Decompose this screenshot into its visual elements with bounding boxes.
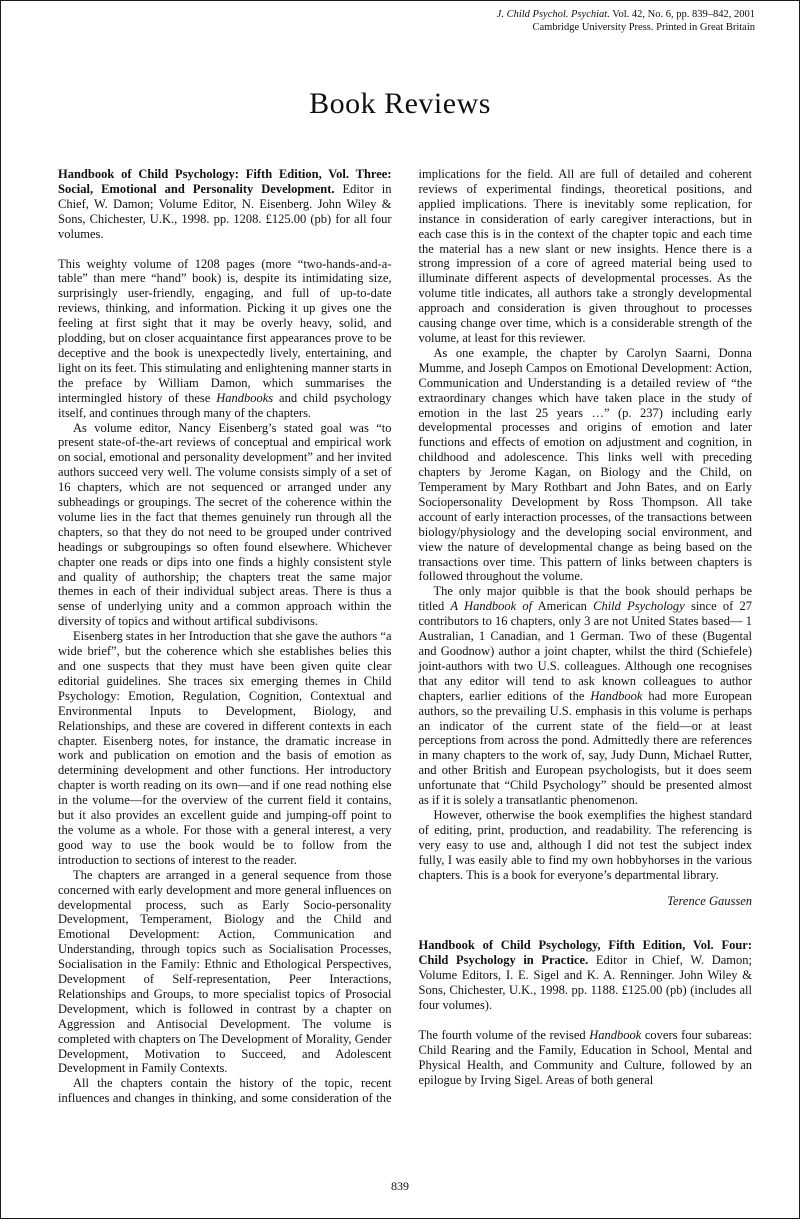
page-number: 839 — [391, 1179, 409, 1193]
review-1-paragraph-2: As volume editor, Nancy Eisenberg’s stated goal was “to present state-of-the-art reviews of conceptual and empirical work on social, emotional and personality development” and her invited authors succeed very well. The volume consists simply of a set of 16 chapters, which are not sequenced or arranged under any subheadings or groupings. The secret of the coherence within the volume lies in the fact that themes genuinely run through all the chapters, so that they do not need to be grouped under contrived headings or subgroupings so often found elsewhere. Whichever chapter one reads or dips into one finds a highly consistent style and quality of authorship; the chapters treat the same major themes in each of their individual subject areas. There is thus a sense of underlying unity and a common approach within the diversity of topics and without artifical subdivisons. — [58, 420, 392, 629]
review-1-paragraph-4: The chapters are arranged in a general sequence from those concerned with early development and more general influences on developmental process, such as Early Socio-personality Development, Temperament, Biology and the Child and Emotional Development: Action, Communication and Understanding, through topics such as Socialisation Processes, Socialisation in the Family: Ethnic and Ethological Perspectives, Development of Self-representation, Peer Interactions, Relationships and Groups, to more specialist topics of Prosocial Development, which is followed in contrast by a chapter on Aggression and Antisocial Development. The volume is completed with chapters on The Development of Morality, Gender Development, Motivation to Succeed, and Adolescent Development in Family Contexts. — [58, 867, 392, 1076]
review-1-paragraph-3: Eisenberg states in her Introduction that she gave the authors “a wide brief”, but the coherence which she establishes belies this and one suspects that they must have been given quite clear editorial guidelines. She traces six emerging themes in Child Psychology: Emotion, Regulation, Cognition, Contextual and Environmental Inputs to Development, Biology, and Relationships, and these are covered in different contexts in each chapter. Eisenberg notes, for instance, the dramatic increase in work and publication on emotion and the basis of emotion as determining development and other functions. Her introductory chapter is worth reading on its own—and if one read nothing else in the volume—for the overview of the current field it contains, but it also provides an excellent guide and jumping-off point to the volume as a whole. For those with a general interest, a very good way to use the book would be to follow from the introduction to sections of interest to the reader. — [58, 629, 392, 867]
review-1-paragraph-8: However, otherwise the book exemplifies the highest standard of editing, print, production, and readability. The referencing is very easy to use and, although I did not test the subject index fully, I was easily able to find my own hobbyhorses in the various chapters. This is a book for everyone’s departmental library. — [418, 807, 752, 882]
review-1-paragraph-1: This weighty volume of 1208 pages (more “two-hands-and-a-table” than mere “hand” book) is, despite its intimidating size, surprisingly user-friendly, engaging, and full of up-to-date reviews, thinking, and information. Picking it up gives one the feeling at first sight that it may be overly heavy, solid, and plodding, but on closer acquaintance first appearances prove to be deceptive and the book is unexpectedly lively, entertaining, and light on its feet. This stimulating and enlightening manner starts in the preface by William Damon, which summarises the intermingled history of these Handbooks and child psychology itself, and continues through many of the chapters. — [58, 256, 392, 420]
reviewer-signature: Terence Gaussen — [667, 893, 752, 908]
journal-citation-line: J. Child Psychol. Psychiat. Vol. 42, No. 6, pp. 839–842, 2001 — [496, 9, 755, 20]
review-1-heading: Handbook of Child Psychology: Fifth Edition, Vol. Three: Social, Emotional and Personality Development. Editor in Chief, W. Damon; Volume Editor, N. Eisenberg. John Wiley & Sons, Chichester, U.K., 1998. pp. 1208. £125.00 (pb) for all four volumes. — [58, 167, 392, 241]
page-title: Book Reviews — [309, 87, 491, 120]
review-2-paragraph-1: The fourth volume of the revised Handbook covers four subareas: Child Rearing and the Family, Education in School, Mental and Physical Health, and Community and Culture, followed by an epilogue by Irving Sigel. Areas of both general — [418, 1027, 752, 1087]
review-1-paragraph-7: The only major quibble is that the book should perhaps be titled A Handbook of American Child Psychology since of 27 contributors to 16 chapters, only 3 are not United States based— 1 Australian, 1 Canadian, and 1 German. Two of these (Bugental and Goodnow) author a joint chapter, whilst the third (Schiefele) joint-authors with two U.S. colleagues. Although one recognises that any editor will tend to ask known colleagues to author chapters, earlier editions of the Handbook had more European authors, so the prevailing U.S. emphasis in this volume is perhaps an indicator of the current state of the field—or at least perceptions from across the pond. Admittedly there are references in many chapters to the work of, say, Judy Dunn, Michael Rutter, and other British and European psychologists, but it does seem unfortunate that “Child Psychology” should be presented almost as if it is solely a transatlantic phenomenon. — [418, 584, 752, 808]
review-2-heading: Handbook of Child Psychology, Fifth Edition, Vol. Four: Child Psychology in Practice. Editor in Chief, W. Damon; Volume Editors, I. E. Sigel and K. A. Renninger. John Wiley & Sons, Chichester, U.K., 1998. pp. 1188. £125.00 (pb) (includes all four volumes). — [418, 938, 752, 1013]
review-1-paragraph-6: As one example, the chapter by Carolyn Saarni, Donna Mumme, and Joseph Campos on Emotional Development: Action, Communication and Understanding is a detailed review of “the extraordinary changes which have taken place in the study of emotion in the last 25 years …” (p. 237) including early developmental processes and origins of emotion and later functions and effects of emotion on adjustment and cognition, in childhood and adolescence. This links well with preceding chapters by Jerome Kagan, on Biology and the Child, on Temperament by Mary Rothbart and John Bates, and on Early Sociopersonality Development by Ross Thompson. All take account of early interaction processes, of the transactions between biology/physiology and the developing social environment, and view the nature of developmental change as being based on the transactions over time. This pattern of links between chapters is followed throughout the volume. — [418, 345, 752, 584]
article-columns — [58, 167, 752, 1106]
review-1-paragraph-5: All the chapters contain the history of the topic, recent influences and changes in thinking, and some consideration of the implications for the field. All are full of detailed and coherent reviews of experimental findings, theoretical positions, and applied implications. There is inevitably some replication, for instance in consideration of early caregiver interactions, but in each case this is in the context of the chapter topic and each time the material has a new slant or new insights. Hence there is a strong impression of a core of agreed material being used to illuminate different aspects of developmental processes. As the volume title indicates, all authors take a strongly developmental approach and consideration is given throughout to processes causing change over time, which is a considerable strength of the volume, at least for this reviewer. — [58, 167, 752, 1106]
journal-header — [497, 8, 755, 34]
publisher-line: Cambridge University Press. Printed in Great Britain — [532, 22, 755, 33]
